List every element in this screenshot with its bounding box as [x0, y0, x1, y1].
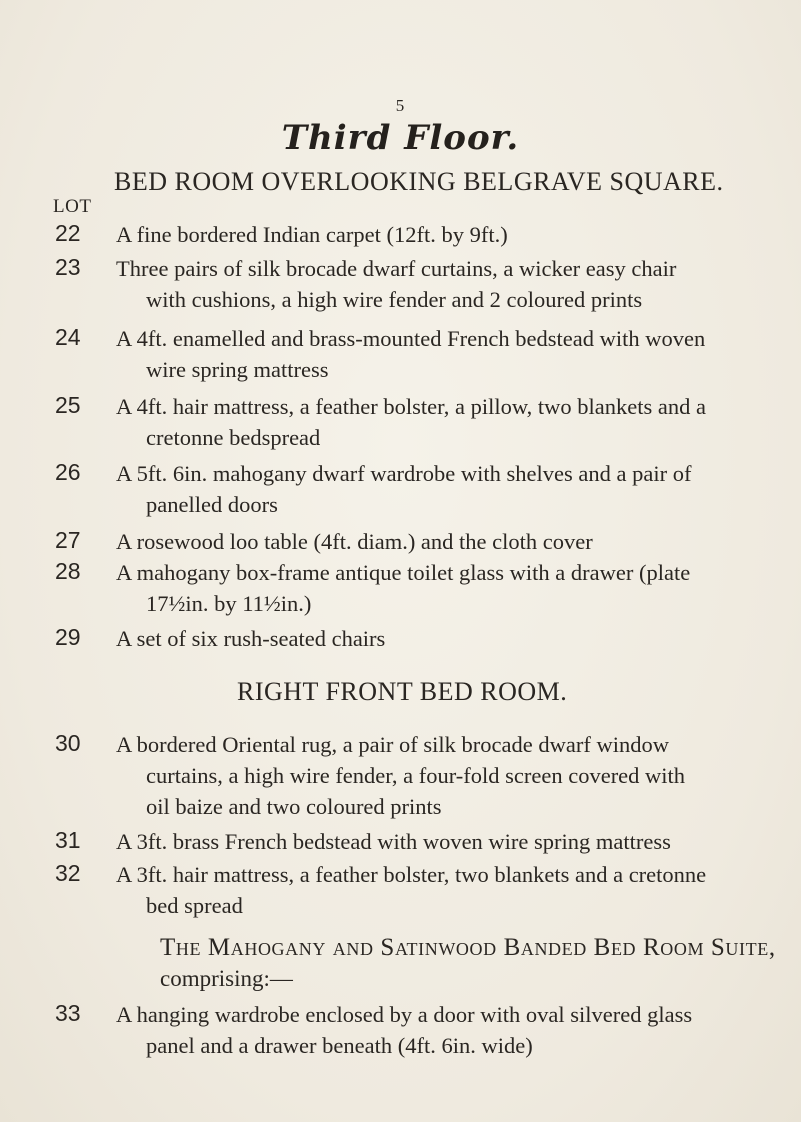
- lot-number: 31: [55, 827, 81, 853]
- lot-number: 24: [55, 324, 81, 350]
- lot-description: [116, 623, 786, 654]
- lot-line: A mahogany box-frame antique toilet glass with a drawer (plate: [116, 560, 691, 585]
- section-heading-right-front-bed-room: RIGHT FRONT BED ROOM.: [237, 677, 568, 706]
- lot-line: A 4ft. hair mattress, a feather bolster, a pillow, two blankets and a: [116, 394, 706, 419]
- suite-title: The Mahogany and Satinwood Banded Bed Room Suite,: [160, 934, 776, 961]
- lot-number: 22: [55, 220, 81, 246]
- lot-line-continued: cretonne bedspread: [146, 425, 321, 450]
- floor-title: Third Floor.: [281, 118, 520, 158]
- lot-number: 32: [55, 860, 81, 886]
- lot-number: 25: [55, 392, 81, 418]
- lot-description: [116, 458, 786, 520]
- lot-description: [116, 253, 786, 315]
- page-number: 5: [395, 96, 406, 115]
- lot-description: [116, 526, 786, 557]
- lot-line: A bordered Oriental rug, a pair of silk brocade dwarf window: [116, 732, 669, 757]
- lot-line-continued: oil baize and two coloured prints: [146, 794, 442, 819]
- lot-line: A rosewood loo table (4ft. diam.) and the cloth cover: [116, 529, 593, 554]
- lot-line: Three pairs of silk brocade dwarf curtains, a wicker easy chair: [116, 256, 677, 281]
- suite-comprising: comprising:—: [160, 966, 293, 991]
- lot-number: 29: [55, 624, 81, 650]
- suite-heading: [160, 932, 780, 994]
- lot-number: 26: [55, 459, 81, 485]
- lot-number: 33: [55, 1000, 81, 1026]
- lot-description: [116, 729, 786, 822]
- section-heading-bed-room: BED ROOM OVERLOOKING BELGRAVE SQUARE.: [114, 167, 724, 196]
- lot-line-continued: panelled doors: [146, 492, 278, 517]
- lot-line-continued: 17½in. by 11½in.): [146, 591, 312, 616]
- lot-description: [116, 859, 786, 921]
- lot-line-continued: curtains, a high wire fender, a four-fold screen covered with: [146, 763, 686, 788]
- lot-number: 27: [55, 527, 81, 553]
- lot-description: [116, 826, 786, 857]
- lot-line: A 4ft. enamelled and brass-mounted French bedstead with woven: [116, 326, 706, 351]
- lot-line-continued: wire spring mattress: [146, 357, 329, 382]
- lot-number: 23: [55, 254, 81, 280]
- lot-description: [116, 391, 786, 453]
- lot-number: 30: [55, 730, 81, 756]
- lot-line-continued: with cushions, a high wire fender and 2 coloured prints: [146, 287, 643, 312]
- lot-description: [116, 999, 786, 1061]
- lot-line: A 3ft. hair mattress, a feather bolster, two blankets and a cretonne: [116, 862, 707, 887]
- lot-line: A fine bordered Indian carpet (12ft. by 9ft.): [116, 222, 508, 247]
- lot-line: A 3ft. brass French bedstead with woven wire spring mattress: [116, 829, 671, 854]
- lot-line: A hanging wardrobe enclosed by a door with oval silvered glass: [116, 1002, 693, 1027]
- lot-description: [116, 323, 786, 385]
- lot-number: 28: [55, 558, 81, 584]
- lot-line: A 5ft. 6in. mahogany dwarf wardrobe with shelves and a pair of: [116, 461, 692, 486]
- lot-line-continued: panel and a drawer beneath (4ft. 6in. wide): [146, 1033, 533, 1058]
- lot-line-continued: bed spread: [146, 893, 243, 918]
- lot-column-header: LOT: [53, 196, 92, 217]
- lot-line: A set of six rush-seated chairs: [116, 626, 386, 651]
- lot-description: [116, 557, 786, 619]
- lot-description: [116, 219, 786, 250]
